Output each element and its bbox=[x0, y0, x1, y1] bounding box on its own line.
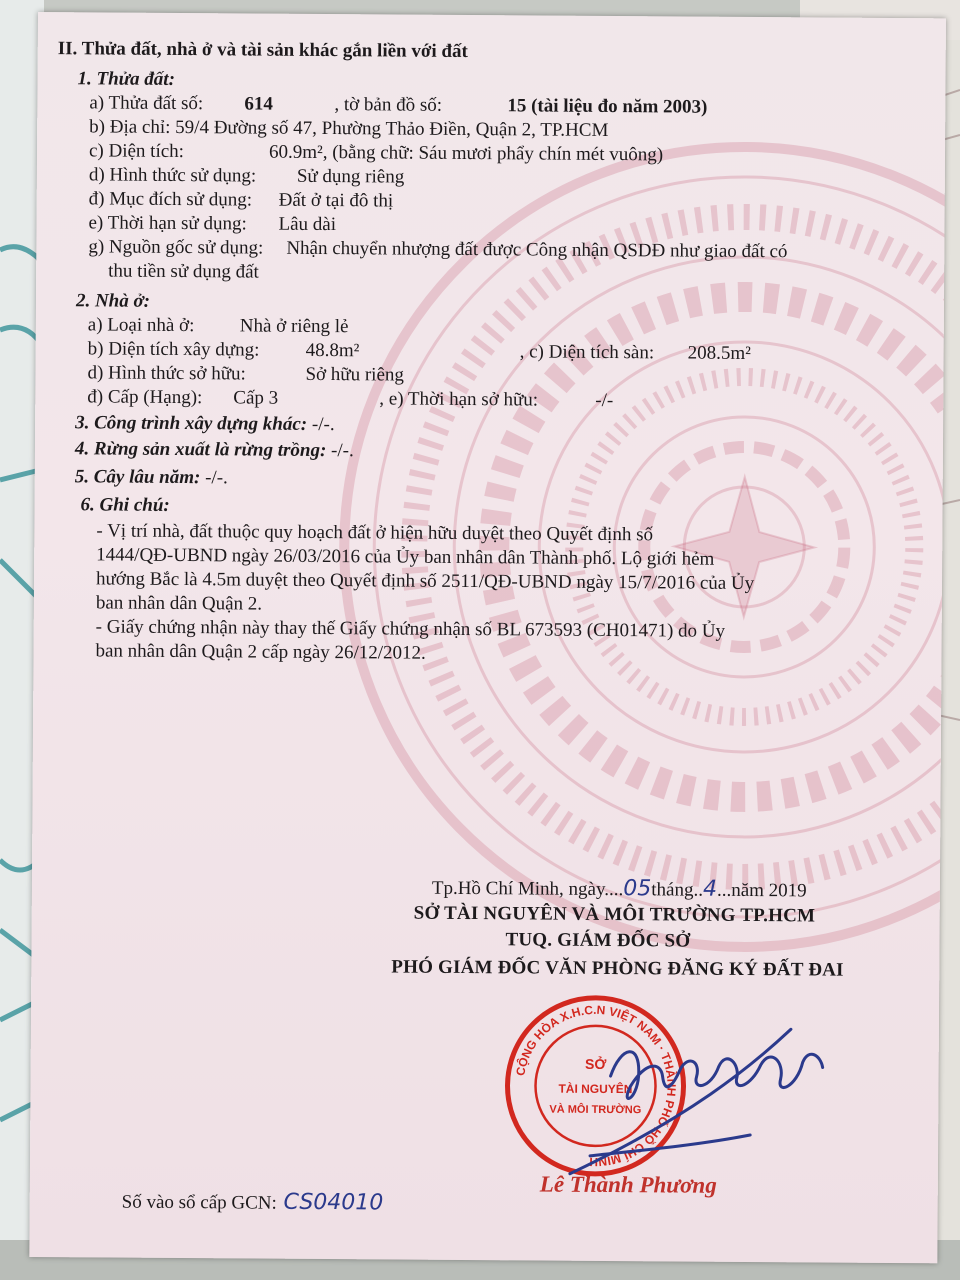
grade-value: Cấp 3 bbox=[233, 387, 279, 409]
forest-row bbox=[75, 438, 354, 462]
origin-label: g) Nguồn gốc sử dụng: bbox=[88, 236, 264, 259]
origin-value-2: thu tiền sử dụng đất bbox=[108, 260, 259, 283]
built-area-label: b) Diện tích xây dựng: bbox=[87, 338, 260, 361]
built-area-row bbox=[87, 338, 751, 364]
ownership-row bbox=[87, 362, 405, 386]
grade-label: đ) Cấp (Hạng): bbox=[87, 386, 203, 409]
note-line: - Giấy chứng nhận này thay thế Giấy chứng nhận số BL 673593 (CH01471) do Ủy bbox=[95, 616, 726, 642]
origin-row bbox=[88, 236, 788, 263]
own-term-value: -/- bbox=[595, 389, 614, 412]
area-label: c) Diện tích: bbox=[88, 140, 185, 163]
forest-value: -/-. bbox=[330, 440, 354, 462]
grade-row bbox=[87, 386, 614, 412]
note-line: ban nhân dân Quận 2. bbox=[95, 592, 263, 615]
signing-month-handwritten: 4 bbox=[702, 876, 718, 902]
perennial-label: 5. Cây lâu năm: bbox=[74, 466, 201, 489]
authority-line-2: TUQ. GIÁM ĐỐC SỞ bbox=[505, 929, 691, 952]
floor-area-label: , c) Diện tích sàn: bbox=[519, 341, 655, 364]
area-value: 60.9m², (bằng chữ: Sáu mươi phẩy chín mét vuông) bbox=[268, 141, 664, 166]
parcel-number: 614 bbox=[244, 93, 273, 115]
use-form-value: Sử dụng riêng bbox=[296, 165, 405, 188]
house-type-value: Nhà ở riêng lẻ bbox=[239, 315, 349, 338]
land-heading: 1. Thửa đất: bbox=[77, 68, 176, 90]
term-label: e) Thời hạn sử dụng: bbox=[88, 212, 247, 235]
section-title: II. Thửa đất, nhà ở và tài sản khác gắn liền với đất bbox=[57, 38, 468, 63]
address: b) Địa chỉ: 59/4 Đường số 47, Phường Thảo Điền, Quận 2, TP.HCM bbox=[89, 116, 609, 141]
built-area-value: 48.8m² bbox=[305, 339, 360, 362]
ownership-value: Sở hữu riêng bbox=[305, 363, 405, 386]
signing-place-prefix: Tp.Hồ Chí Minh, ngày.... bbox=[431, 877, 624, 901]
perennial-row bbox=[75, 466, 228, 489]
authority-line-1: SỞ TÀI NGUYÊN VÀ MÔI TRƯỜNG TP.HCM bbox=[413, 902, 816, 927]
area-row bbox=[88, 140, 664, 166]
parcel-row bbox=[89, 92, 708, 118]
note-line: hướng Bắc là 4.5m duyệt theo Quyết định số 2511/QĐ-UBND ngày 15/7/2016 của Ủy bbox=[95, 568, 755, 595]
house-type-row bbox=[87, 314, 349, 338]
origin-value-1: Nhận chuyển nhượng đất được Công nhận QSDĐ như giao đất có bbox=[286, 237, 788, 263]
note-line: - Vị trí nhà, đất thuộc quy hoạch đất ở hiện hữu duyệt theo Quyết định số bbox=[96, 520, 654, 546]
map-sheet-value: 15 (tài liệu đo năm 2003) bbox=[507, 95, 708, 118]
forest-label: 4. Rừng sản xuất là rừng trồng: bbox=[74, 438, 327, 462]
house-type-label: a) Loại nhà ở: bbox=[87, 314, 195, 337]
parcel-label: a) Thửa đất số: bbox=[89, 92, 204, 115]
authority-line-3: PHÓ GIÁM ĐỐC VĂN PHÒNG ĐĂNG KÝ ĐẤT ĐAI bbox=[391, 956, 844, 981]
seal-center-line-3: VÀ MÔI TRƯỜNG bbox=[549, 1103, 642, 1117]
seal-center-line-1: SỞ bbox=[584, 1055, 607, 1072]
use-form-row bbox=[88, 164, 405, 188]
registry-label: Số vào sổ cấp GCN: bbox=[121, 1191, 277, 1214]
signing-year: ...năm 2019 bbox=[716, 879, 807, 902]
handwritten-signature bbox=[550, 1006, 851, 1198]
purpose-row bbox=[88, 188, 394, 212]
other-works-label: 3. Công trình xây dựng khác: bbox=[75, 412, 308, 435]
signing-day-handwritten: 05 bbox=[623, 876, 652, 902]
registry-value-handwritten: CS04010 bbox=[283, 1189, 384, 1216]
purpose-label: đ) Mục đích sử dụng: bbox=[88, 188, 253, 211]
other-works-value: -/-. bbox=[311, 413, 335, 436]
note-line: 1444/QĐ-UBND ngày 26/03/2016 của Ủy ban nhân dân Thành phố. Lộ giới hẻm bbox=[96, 544, 715, 570]
certificate-page bbox=[29, 12, 946, 1263]
note-line: ban nhân dân Quận 2 cấp ngày 26/12/2012. bbox=[95, 640, 426, 664]
term-row bbox=[88, 212, 337, 236]
ownership-label: d) Hình thức sở hữu: bbox=[87, 362, 246, 385]
signer-name: Lê Thành Phương bbox=[539, 1171, 717, 1198]
signing-month-prefix: tháng.. bbox=[651, 879, 704, 901]
seal-center-line-2: TÀI NGUYÊN bbox=[558, 1081, 633, 1097]
term-value: Lâu dài bbox=[278, 213, 337, 236]
map-sheet-label: , tờ bản đồ số: bbox=[334, 94, 443, 116]
purpose-value: Đất ở tại đô thị bbox=[278, 189, 394, 212]
floor-area-value: 208.5m² bbox=[687, 342, 751, 364]
use-form-label: d) Hình thức sử dụng: bbox=[88, 164, 257, 187]
notes-heading: 6. Ghi chú: bbox=[80, 494, 170, 516]
seal-ring-text: CỘNG HÒA X.H.C.N VIỆT NAM · THÀNH PHỐ HỒ CHÍ MINH bbox=[513, 1002, 679, 1169]
perennial-value: -/-. bbox=[205, 467, 228, 489]
signing-date bbox=[432, 877, 807, 903]
other-works-row bbox=[75, 412, 335, 436]
own-term-label: , e) Thời hạn sở hữu: bbox=[379, 388, 539, 411]
house-heading: 2. Nhà ở: bbox=[75, 290, 151, 312]
registry-row bbox=[122, 1191, 384, 1216]
